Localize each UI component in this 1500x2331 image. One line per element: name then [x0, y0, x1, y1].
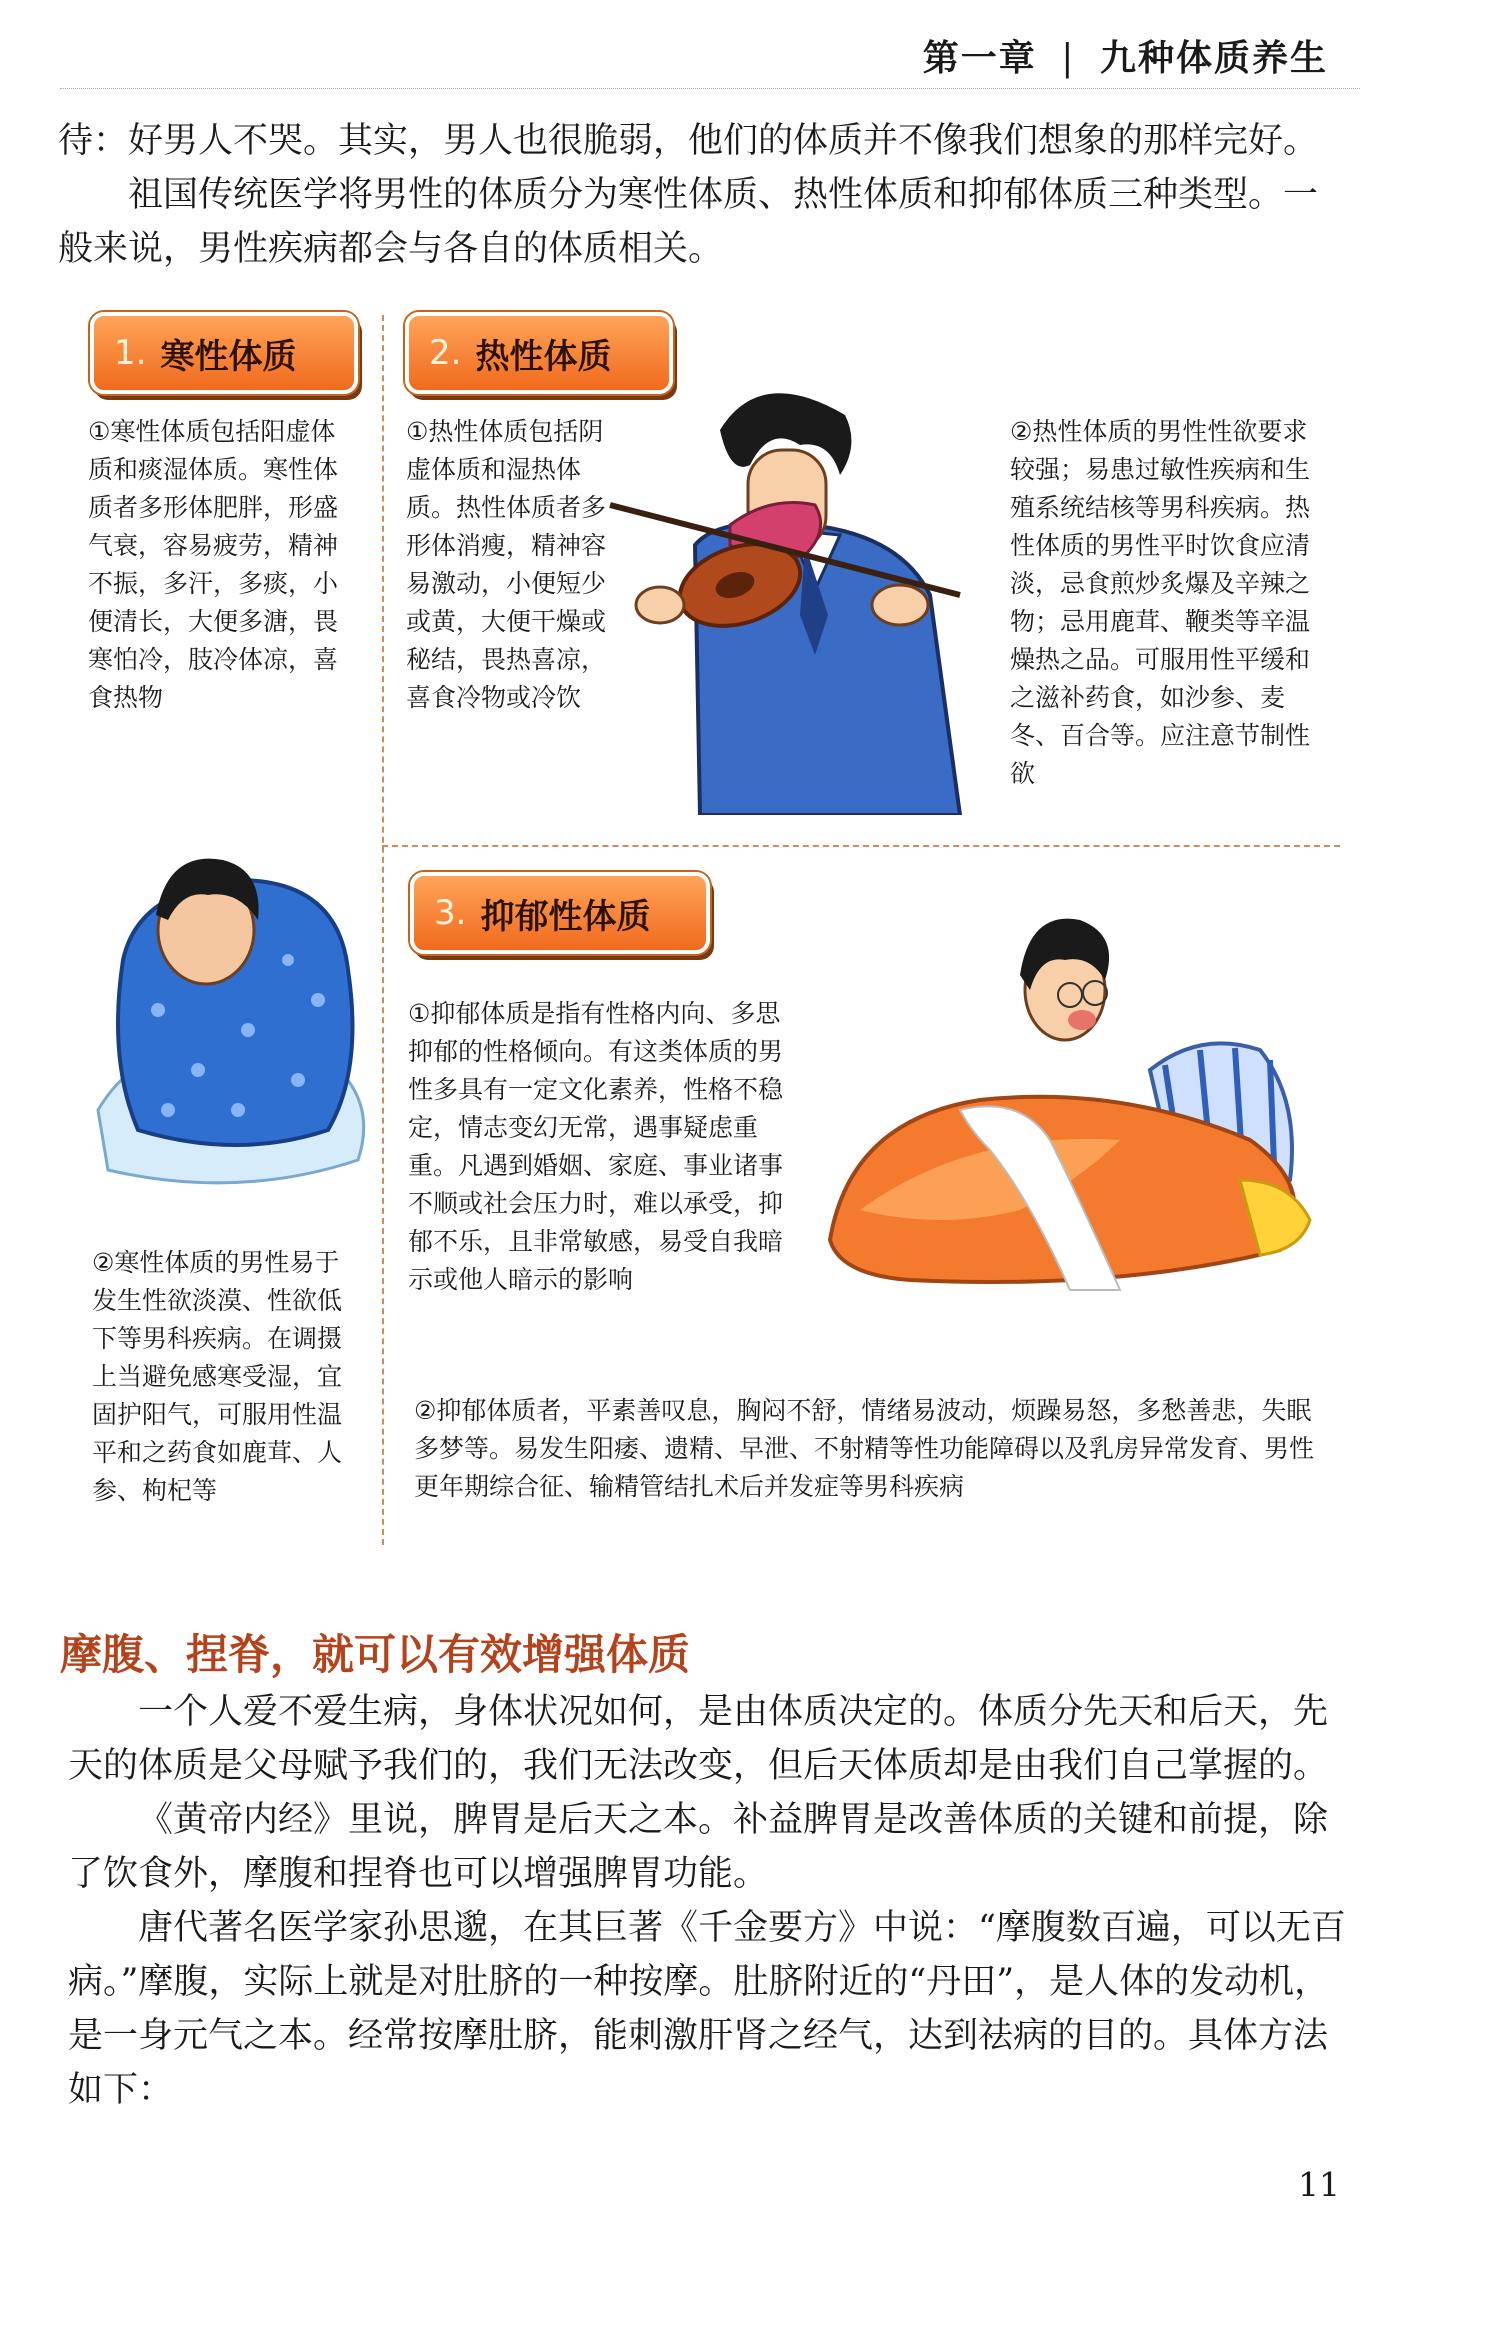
chapter-separator: |	[1061, 38, 1076, 79]
tab-title: 抑郁性体质	[480, 896, 651, 937]
tab-number: 1.	[114, 333, 147, 373]
section-paragraph-3: 唐代著名医学家孙思邈，在其巨著《千金要方》中说：“摩腹数百遍，可以无百病。”摩腹，实际上就是对肚脐的一种按摩。肚脐附近的“丹田”，是人体的发动机，是一身元气之本。经常按摩肚脐，能刺激肝肾之经气，达到祛病的目的。具体方法如下：	[68, 1908, 1346, 2110]
section-heading: 摩腹、捏脊，就可以有效增强体质	[60, 1630, 691, 1679]
hot-text-1: ①热性体质包括阴虚体质和湿热体质。热性体质者多形体消瘦，精神容易激动，小便短少或黄，大便干燥或秘结，畏热喜凉，喜食冷物或冷饮	[406, 417, 607, 712]
header-rule	[60, 88, 1360, 89]
depressed-man-illustration	[820, 880, 1320, 1300]
intro-paragraph-2: 祖国传统医学将男性的体质分为寒性体质、热性体质和抑郁体质三种类型。一般来说，男性疾病都会与各自的体质相关。	[58, 175, 1319, 269]
tab-cold-constitution	[90, 312, 358, 394]
section-paragraph-2: 《黄帝内经》里说，脾胃是后天之本。补益脾胃是改善体质的关键和前提，除了饮食外，摩腹和捏脊也可以增强脾胃功能。	[68, 1800, 1329, 1894]
page-number: 11	[1298, 2165, 1340, 2204]
chapter-title	[923, 30, 1328, 81]
tab-depressive-constitution	[410, 872, 710, 954]
tab-number: 2.	[429, 333, 462, 373]
violinist-illustration	[600, 355, 1020, 815]
cold-text-2: ②寒性体质的男性易于发生性欲淡漠、性欲低下等男科疾病。在调摄上当避免感寒受湿，宜固护阳气，可服用性温平和之药食如鹿茸、人参、枸杞等	[92, 1248, 343, 1505]
section-paragraph-1: 一个人爱不爱生病，身体状况如何，是由体质决定的。体质分先天和后天，先天的体质是父母赋予我们的，我们无法改变，但后天体质却是由我们自己掌握的。	[68, 1692, 1329, 1786]
tab-number: 3.	[434, 893, 467, 933]
chapter-number: 第一章	[922, 37, 1037, 79]
column-divider-left	[382, 315, 384, 1545]
hot-text-2: ②热性体质的男性性欲要求较强；易患过敏性疾病和生殖系统结核等男科疾病。热性体质的男性平时饮食应清淡，忌食煎炒炙爆及辛辣之物；忌用鹿茸、鞭类等辛温燥热之品。可服用性平缓和之滋补药食，如沙参、麦冬、百合等。应注意节制性欲	[1010, 417, 1311, 788]
cold-text-1: ①寒性体质包括阳虚体质和痰湿体质。寒性体质者多形体肥胖，形盛气衰，容易疲劳，精神不振，多汗，多痰，小便清长，大便多溏，畏寒怕冷，肢冷体凉，喜食热物	[88, 417, 339, 712]
row-divider	[382, 845, 1340, 847]
depressive-text-2: ②抑郁体质者，平素善叹息，胸闷不舒，情绪易波动，烦躁易怒，多愁善悲，失眠多梦等。易发生阳痿、遗精、早泄、不射精等性功能障碍以及乳房异常发育、男性更年期综合征、输精管结扎术后并发症等男科疾病	[414, 1396, 1315, 1501]
tab-title: 寒性体质	[160, 336, 297, 377]
depressive-text-1: ①抑郁体质是指有性格内向、多思抑郁的性格倾向。有这类体质的男性多具有一定文化素养，性格不稳定，情志变幻无常，遇事疑虑重重。凡遇到婚姻、家庭、事业诸事不顺或社会压力时，难以承受，抑郁不乐，且非常敏感，易受自我暗示或他人暗示的影响	[408, 999, 784, 1294]
running-head	[0, 0, 1500, 100]
cold-man-illustration	[88, 810, 378, 1200]
tab-title: 热性体质	[475, 336, 612, 377]
chapter-name: 九种体质养生	[1099, 37, 1328, 79]
intro-paragraph-1: 待：好男人不哭。其实，男人也很脆弱，他们的体质并不像我们想象的那样完好。	[58, 121, 1319, 161]
